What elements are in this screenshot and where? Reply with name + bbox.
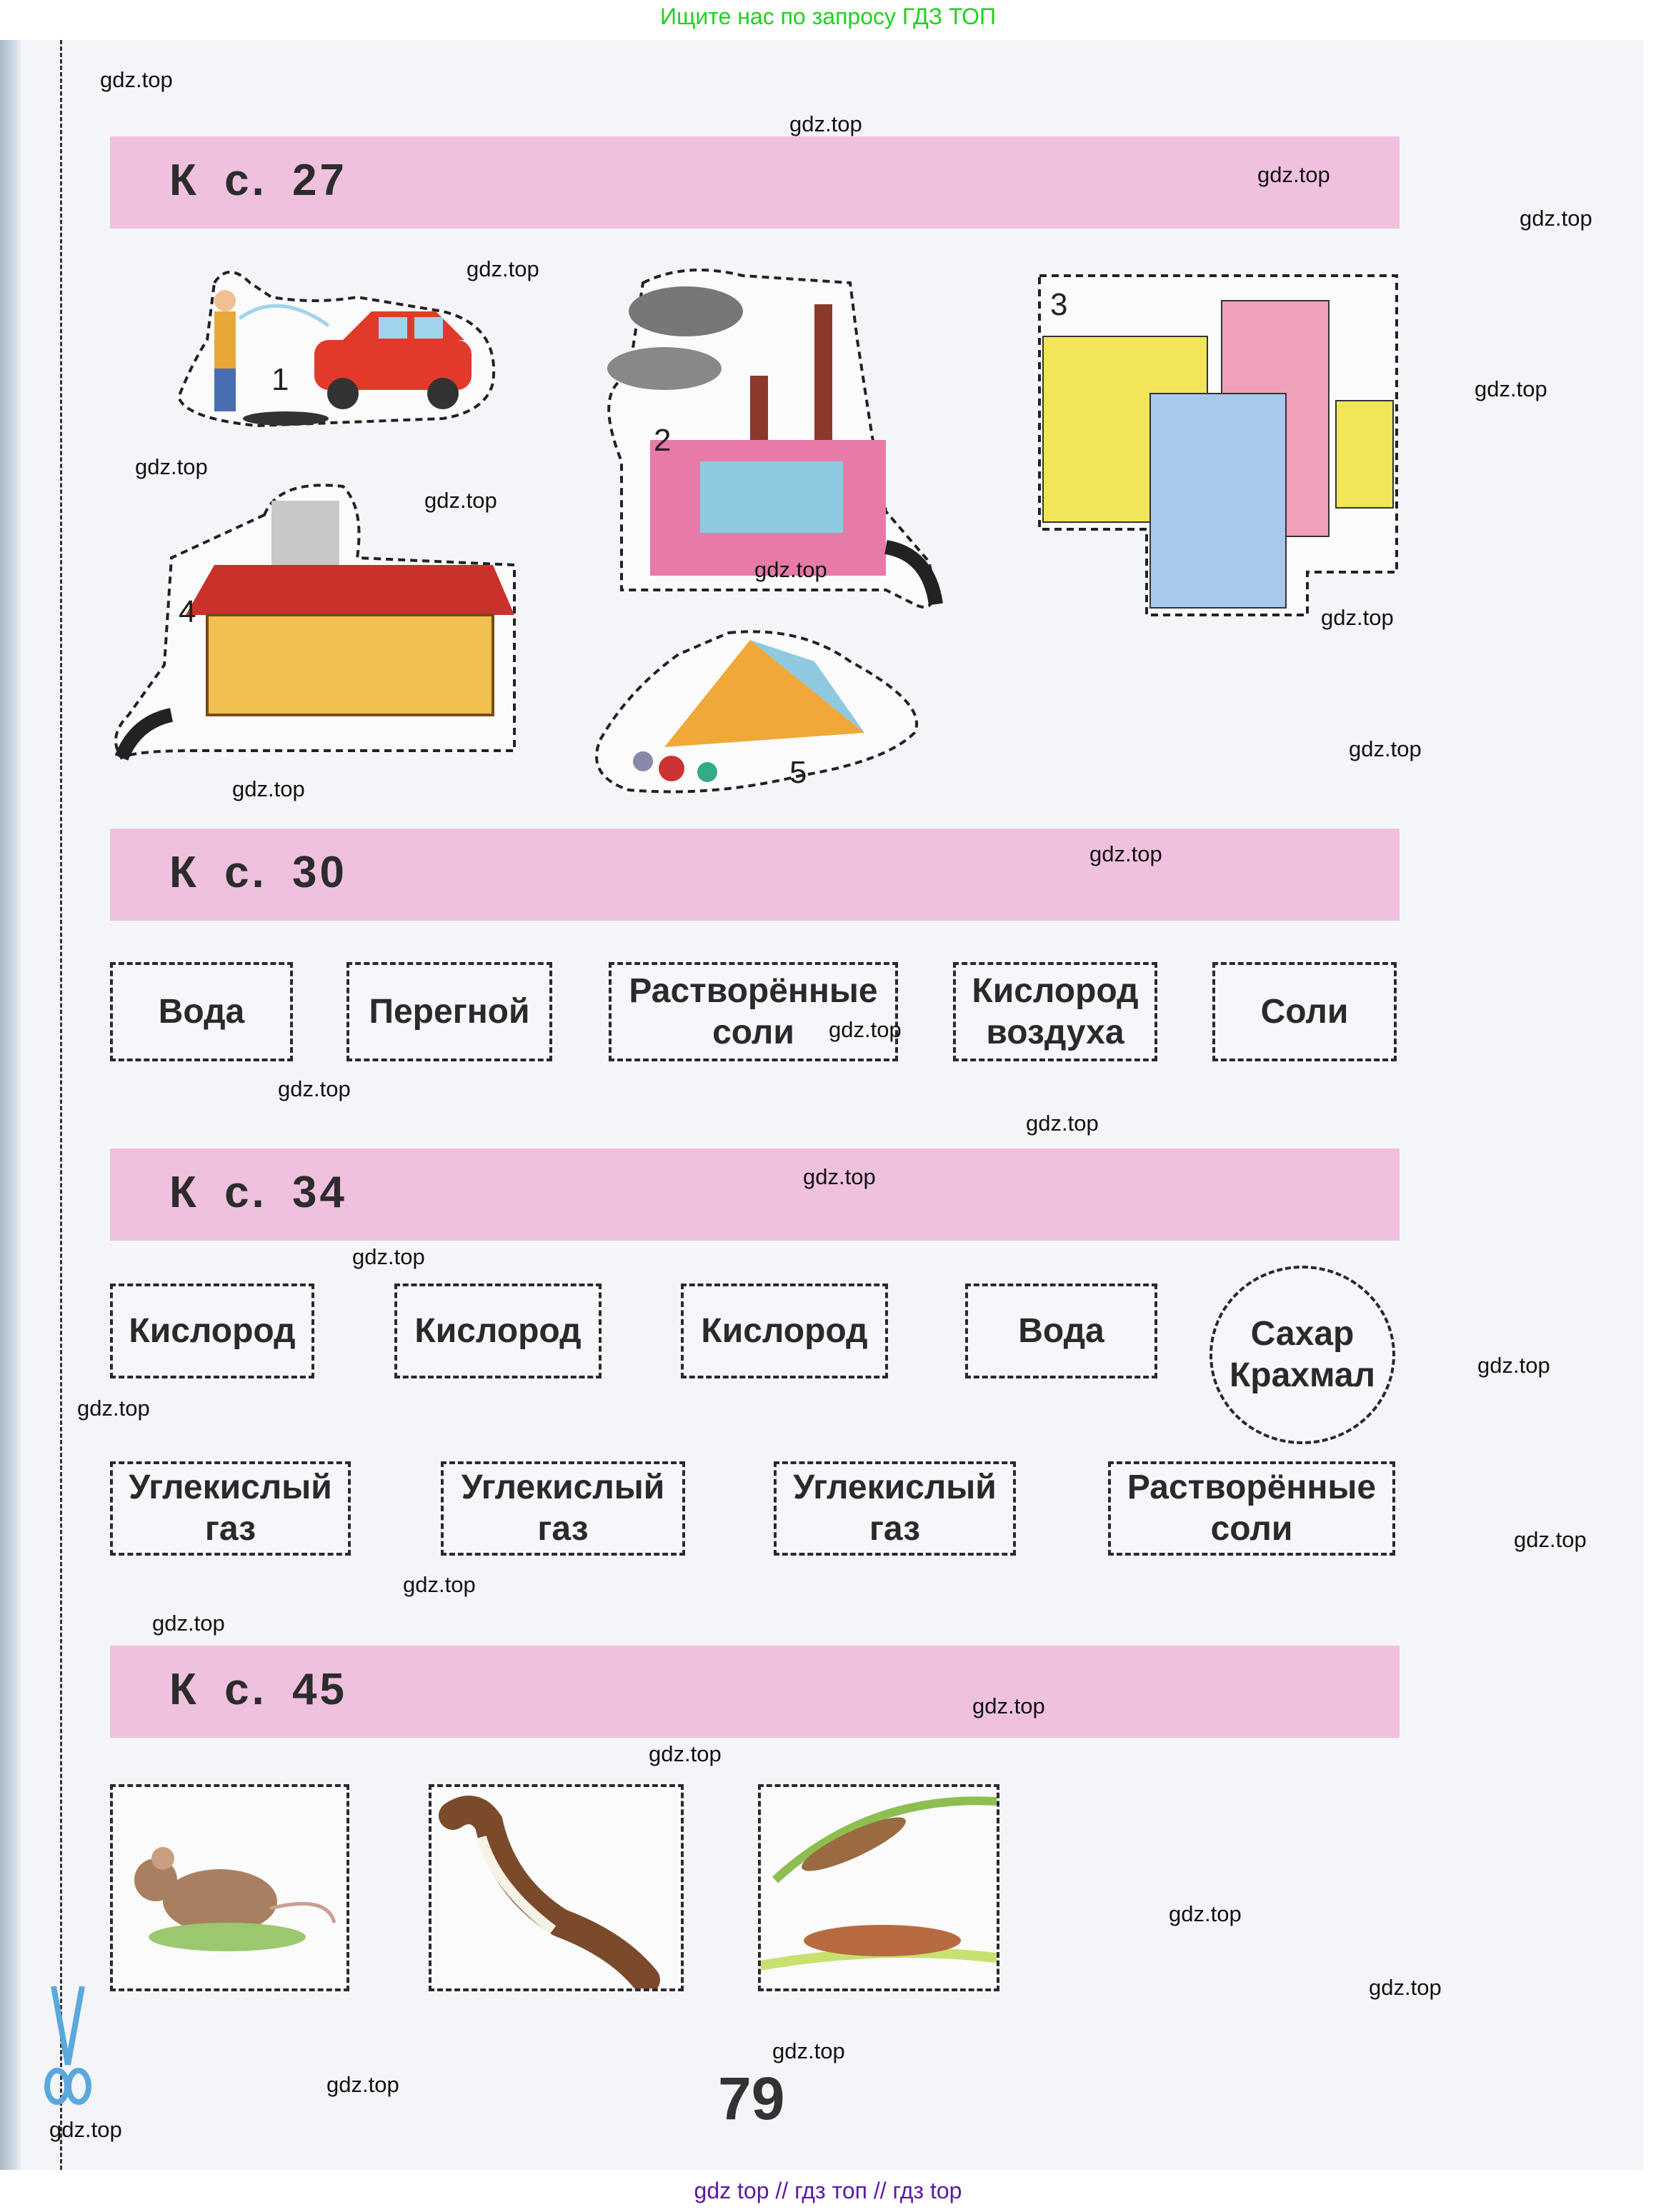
watermark: gdz.top	[754, 557, 827, 582]
card-carbon-dioxide[interactable]: Углекислый газ	[110, 1461, 351, 1556]
watermark: gdz.top	[278, 1076, 351, 1101]
watermark: gdz.top	[135, 454, 208, 479]
watermark: gdz.top	[352, 1244, 425, 1269]
card-salts[interactable]: Соли	[1212, 962, 1397, 1061]
card-peregnoi[interactable]: Перегной	[346, 962, 552, 1061]
section-title: К с. 30	[169, 848, 347, 897]
card-oxygen[interactable]: Кислород	[394, 1283, 602, 1378]
section-title: К с. 27	[169, 156, 347, 205]
card-carbon-dioxide[interactable]: Углекислый газ	[441, 1461, 685, 1556]
watermark: gdz.top	[100, 67, 173, 92]
card-air-oxygen[interactable]: Кислород воздуха	[953, 962, 1157, 1061]
section-header-30	[110, 829, 1400, 921]
card-dissolved-salts[interactable]: Растворённые соли	[1108, 1461, 1395, 1556]
workbook-page	[0, 40, 1643, 2170]
watermark: gdz.top	[789, 111, 862, 136]
picture-farm	[107, 479, 522, 765]
watermark: gdz.top	[152, 1611, 225, 1636]
watermark: gdz.top	[1257, 162, 1330, 187]
section-header-34	[110, 1148, 1400, 1241]
cut-line	[60, 40, 62, 2170]
picture-slugs[interactable]	[758, 1784, 999, 1991]
card-sugar-starch[interactable]: Сахар Крахмал	[1209, 1266, 1395, 1444]
picture-number: 4	[179, 594, 196, 629]
watermark: gdz.top	[1349, 736, 1422, 761]
watermark: gdz.top	[1369, 1975, 1442, 2000]
watermark: gdz.top	[772, 2038, 845, 2063]
scissors-icon	[39, 1986, 96, 2108]
section-header-27	[110, 136, 1400, 229]
top-banner: Ищите нас по запросу ГДЗ ТОП	[660, 4, 996, 29]
watermark: gdz.top	[403, 1572, 476, 1597]
picture-city	[1036, 272, 1400, 626]
bottom-banner: gdz top // гдз топ // гдз top	[694, 2178, 962, 2203]
picture-number: 5	[789, 755, 807, 790]
watermark: gdz.top	[803, 1164, 876, 1189]
watermark: gdz.top	[1477, 1353, 1550, 1378]
picture-number: 2	[654, 423, 672, 458]
picture-number: 1	[271, 362, 289, 397]
card-carbon-dioxide[interactable]: Углекислый газ	[774, 1461, 1016, 1556]
card-oxygen[interactable]: Кислород	[681, 1283, 888, 1378]
watermark: gdz.top	[77, 1396, 150, 1421]
card-oxygen[interactable]: Кислород	[110, 1283, 314, 1378]
page-spine	[0, 40, 21, 2170]
section-title: К с. 45	[169, 1665, 347, 1714]
picture-tent	[586, 619, 929, 804]
watermark: gdz.top	[467, 256, 539, 281]
card-voda[interactable]: Вода	[110, 962, 293, 1061]
watermark: gdz.top	[829, 1017, 902, 1042]
watermark: gdz.top	[1026, 1111, 1099, 1136]
watermark: gdz.top	[1321, 605, 1394, 630]
picture-car-wash	[171, 254, 507, 440]
watermark: gdz.top	[972, 1693, 1045, 1718]
section-title: К с. 34	[169, 1168, 347, 1217]
watermark: gdz.top	[1169, 1901, 1242, 1926]
watermark: gdz.top	[1475, 376, 1547, 401]
section-header-45	[110, 1646, 1400, 1738]
picture-mouse[interactable]	[110, 1784, 349, 1991]
watermark: gdz.top	[649, 1741, 722, 1766]
watermark: gdz.top	[1520, 206, 1592, 231]
card-voda[interactable]: Вода	[965, 1283, 1157, 1378]
watermark: gdz.top	[232, 776, 305, 801]
watermark: gdz.top	[326, 2072, 399, 2097]
watermark: gdz.top	[49, 2117, 122, 2142]
picture-weasel[interactable]	[429, 1784, 684, 1991]
page-number: 79	[718, 2065, 785, 2132]
watermark: gdz.top	[1089, 841, 1162, 866]
card-dissolved-salts[interactable]: Растворённые соли	[609, 962, 898, 1061]
watermark: gdz.top	[1514, 1527, 1587, 1552]
picture-number: 3	[1050, 287, 1068, 322]
watermark: gdz.top	[424, 488, 497, 513]
